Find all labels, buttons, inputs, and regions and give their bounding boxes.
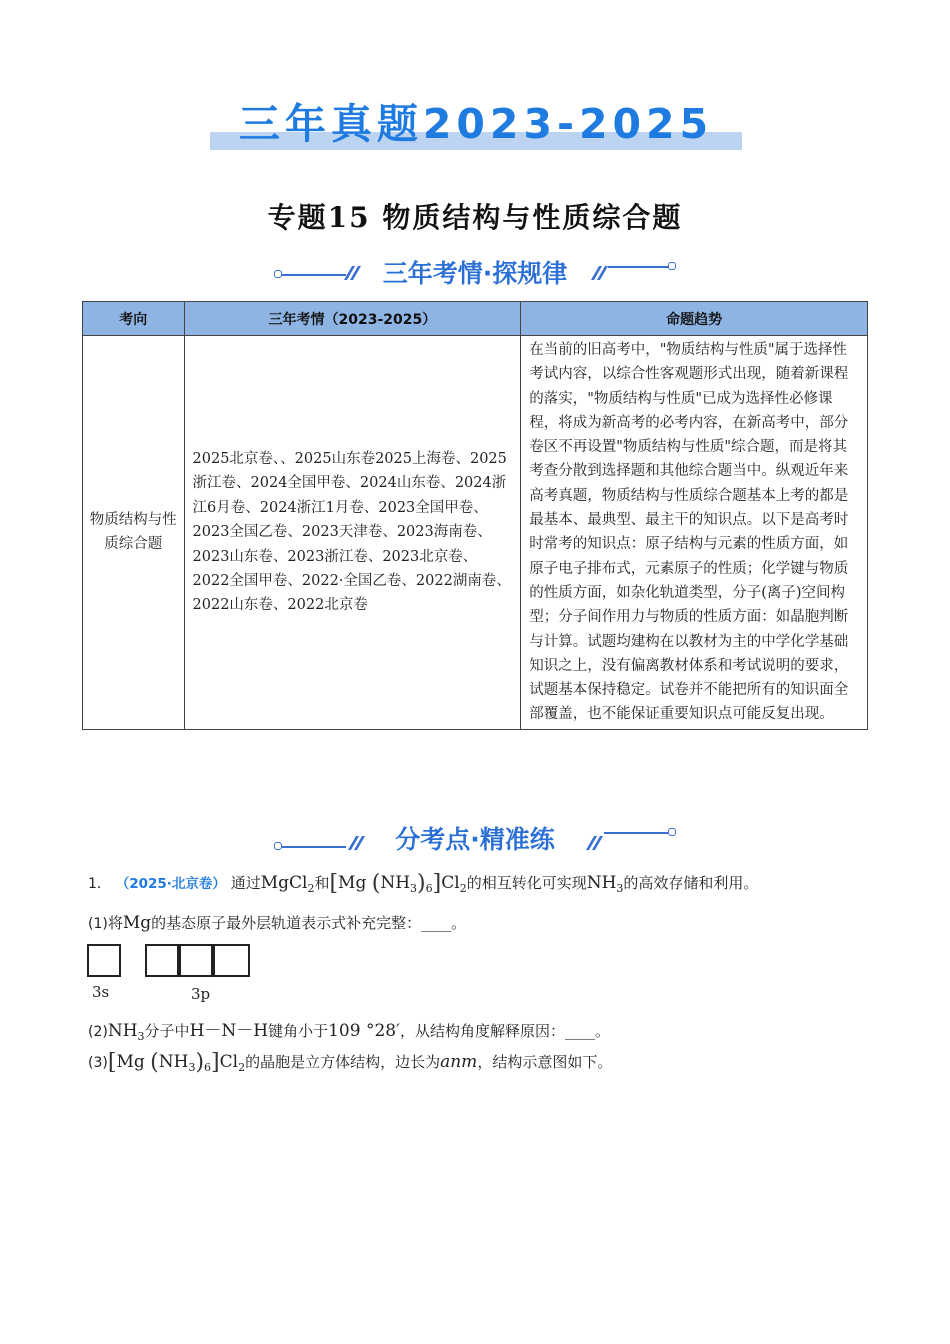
- orbital-box-3p: [213, 944, 250, 977]
- decor-dot-right: [668, 262, 676, 270]
- part-text: 分子中: [144, 1022, 190, 1040]
- orbital-box-3p: [145, 944, 179, 977]
- section-header-practice: [0, 822, 950, 858]
- question-source: （2025·北京卷）: [115, 876, 226, 892]
- formula-mgcl2: MgCl$_2$: [260, 873, 315, 895]
- orbital-box-3p: [179, 944, 213, 977]
- formula-nh3: $NH_3$: [107, 1021, 145, 1043]
- formula-complex: [Mg $(NH_3)_6]Cl_2$: [329, 871, 467, 896]
- formula-nh3: $NH_3$: [586, 873, 624, 895]
- question-1-part-2: [88, 1016, 610, 1043]
- column-header: 考向: [83, 302, 185, 336]
- trend-cell: 在当前的旧高考中，"物质结构与性质"属于选择性考试内容，以综合性客观题形式出现，随着新课程的落实，"物质结构与性质"已成为选择性必修课程，将成为新高考的必考内容，在新高考中，部分卷区不再设置"物质结构与性质"综合题，而是将其考查分散到选择题和其他综合题当中。纵观近年来高考真题，物质结构与性质综合题基本上考的都是最基本、最典型、最主干的知识点。以下是高考时时常考的知识点：原子结构与元素的性质方面，如原子电子排布式，元素原子的性质；化学键与物质的性质方面，如杂化轨道类型，分子(离子)空间构型；分子间作用力与物质的性质方面：如晶胞判断与计算。试题均建构在以教材为主的中学化学基础知识之上，没有偏离教材体系和考试说明的要求， 试题基本保持稳定。试卷并不能把所有的知识面全部覆盖，也不能保证重要知识点可能反复出现。: [521, 336, 868, 730]
- question-1-part-1: [88, 912, 466, 933]
- banner: [210, 98, 742, 154]
- part-text: 的基态原子最外层轨道表示式补充完整：____。: [151, 914, 467, 932]
- orbital-label-3p: 3p: [191, 985, 211, 1003]
- question-1-part-3: [88, 1050, 612, 1075]
- formula-mg: Mg: [122, 913, 152, 933]
- part-number: (1): [88, 916, 108, 932]
- banner-title: 三年真题2023-2025: [238, 100, 714, 148]
- orbital-label-3s: 3s: [92, 983, 110, 1001]
- part-number: (3): [88, 1055, 108, 1071]
- stem-text: 和: [314, 874, 330, 892]
- formula-complex: [Mg $(NH_3)_6]Cl_2$: [107, 1050, 246, 1075]
- stem-text: 的相互转化可实现: [466, 874, 587, 892]
- exam-trend-table: [82, 301, 868, 730]
- bond-angle: 109 °28′: [328, 1021, 400, 1041]
- section-title: 三年考情·探规律: [382, 259, 568, 288]
- part-text: ，从结构角度解释原因：____。: [399, 1022, 610, 1040]
- section-header-trends: [0, 256, 950, 292]
- edge-length: anm: [440, 1052, 478, 1072]
- part-text: 将: [107, 914, 123, 932]
- question-1-stem: [88, 871, 758, 896]
- orbital-box-3s: [87, 944, 121, 977]
- part-text: 键角小于: [268, 1022, 329, 1040]
- topic-cell: 物质结构与性质综合题: [83, 336, 185, 730]
- bond-expression: H－N－H: [189, 1021, 269, 1041]
- column-header: 三年考情（2023-2025）: [184, 302, 521, 336]
- decor-line-right: [604, 832, 668, 834]
- part-text: ，结构示意图如下。: [477, 1053, 613, 1071]
- question-number: 1．: [88, 876, 111, 892]
- decor-dot-right: [668, 828, 676, 836]
- stem-text: 通过: [230, 874, 261, 892]
- column-header: 命题趋势: [521, 302, 868, 336]
- part-number: (2): [88, 1024, 108, 1040]
- decor-line-right: [608, 266, 668, 268]
- stem-text: 的高效存储和利用。: [623, 874, 759, 892]
- table-row: [83, 336, 868, 730]
- page-title: 专题15 物质结构与性质综合题: [267, 201, 683, 234]
- table-header-row: [83, 302, 868, 336]
- papers-cell: 2025北京卷、、2025山东卷2025上海卷、2025浙江卷、2024全国甲卷、2024山东卷、2024浙江6月卷、2024浙江1月卷、2023全国甲卷、2023全国乙卷、2023天津卷、2023海南卷、2023山东卷、2023浙江卷、2023北京卷、2022全国甲卷、2022·全国乙卷、2022湖南卷、2022山东卷、2022北京卷: [184, 336, 521, 730]
- section-title: 分考点·精准练: [395, 825, 555, 854]
- part-text: 的晶胞是立方体结构，边长为: [245, 1053, 441, 1071]
